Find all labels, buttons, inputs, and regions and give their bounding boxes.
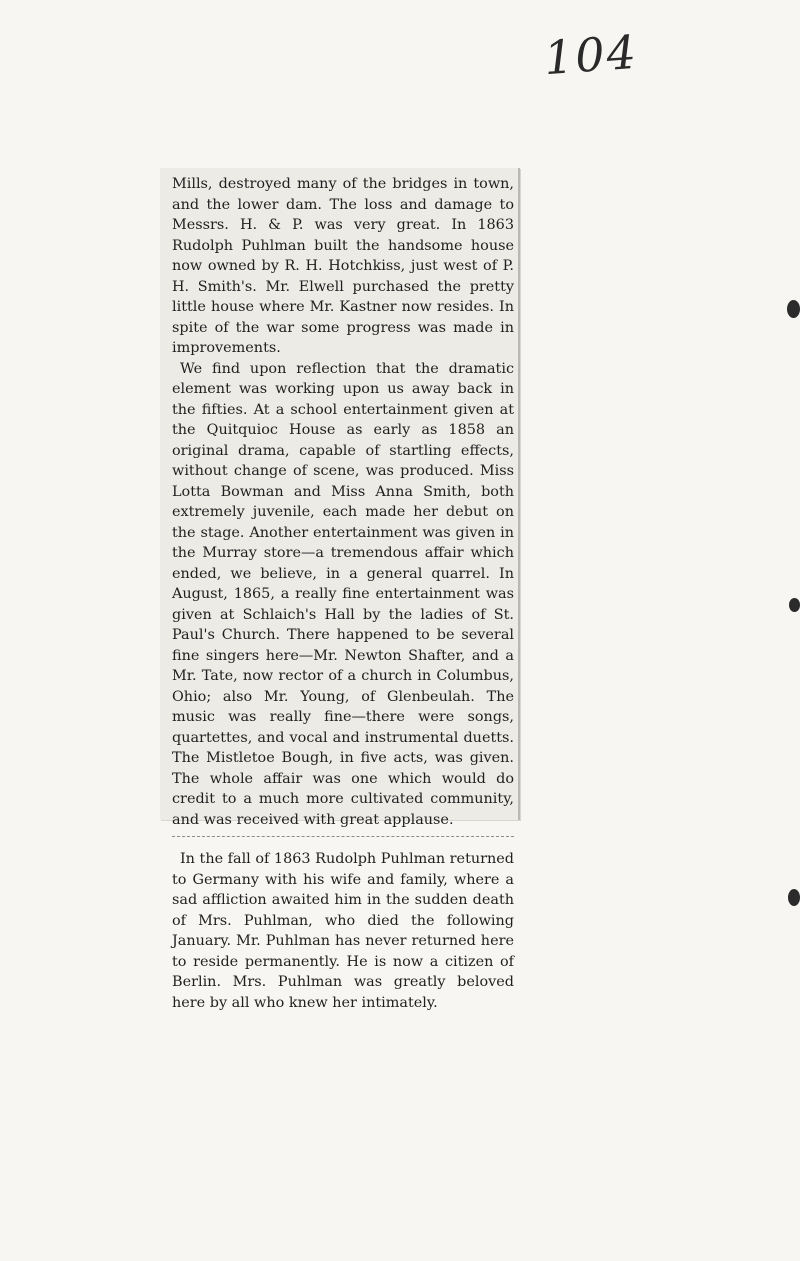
paragraph-1: Mills, destroyed many of the bridges in town, and the lower dam. The loss and damage to Messrs. H. & P. was very great. In 1863 Rudolph Puhlman built the handsome house now owned by R. H. Hotchkiss, just west of P. H. Smith's. Mr. Elwell purchased the pretty little house where Mr. Kastner now resides. In spite of the war some progress was made in improvements.: [172, 176, 514, 356]
page-number: 104: [542, 24, 640, 86]
article-text: [172, 174, 514, 1013]
paragraph-divider: [172, 836, 514, 843]
binder-hole-top: [787, 300, 800, 318]
paragraph-3: In the fall of 1863 Rudolph Puhlman returned to Germany with his wife and family, where a sad affliction awaited him in the sudden death of Mrs. Puhlman, who died the following January. Mr. Puhlman has never returned here to reside permanently. He is now a citizen of Berlin. Mrs. Puhlman was greatly beloved here by all who knew her intimately.: [172, 851, 514, 1011]
paragraph-2: We find upon reflection that the dramatic element was working upon us away back in the fifties. At a school entertainment given at the Quitquioc House as early as 1858 an original drama, capable of startling effects, without change of scene, was produced. Miss Lotta Bowman and Miss Anna Smith, both extremely juvenile, each made her debut on the stage. Another entertainment was given in the Murray store—a tremendous affair which ended, we believe, in a general quarrel. In August, 1865, a really fine entertainment was given at Schlaich's Hall by the ladies of St. Paul's Church. There happened to be several fine singers here—Mr. Newton Shafter, and a Mr. Tate, now rector of a church in Columbus, Ohio; also Mr. Young, of Glenbeulah. The music was really fine—there were songs, quartettes, and vocal and instrumental duetts. The Mistletoe Bough, in five acts, was given. The whole affair was one which would do credit to a much more cultivated community, and was received with great applause.: [172, 360, 514, 828]
binder-hole-middle: [789, 598, 800, 612]
binder-hole-bottom: [788, 889, 800, 906]
